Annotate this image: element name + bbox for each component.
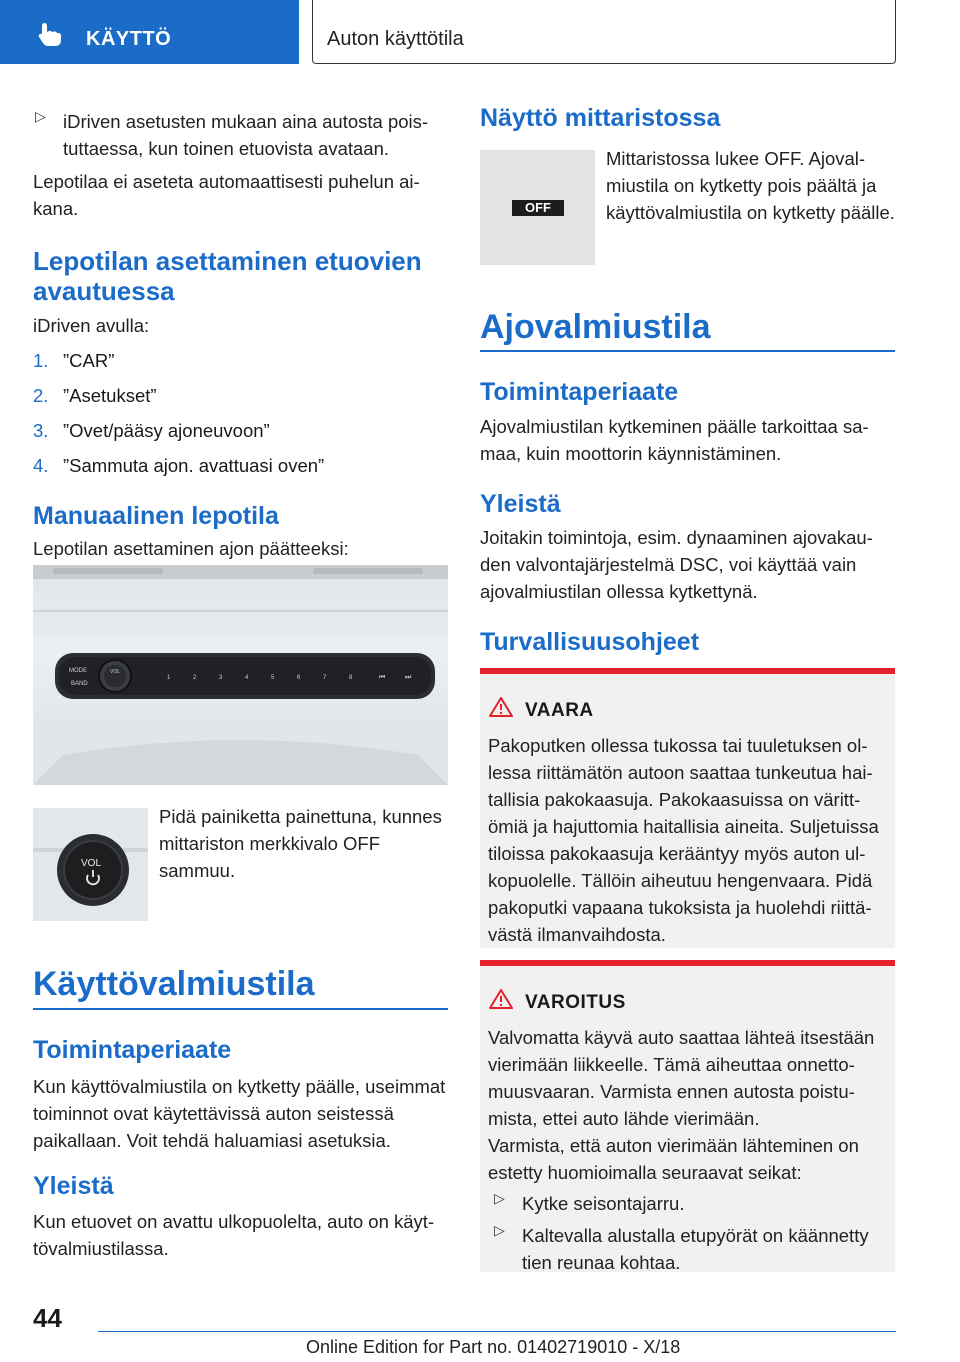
- heading-turvallisuusohjeet: Turvallisuusohjeet: [480, 628, 700, 656]
- preset-key-3: 3: [219, 675, 223, 681]
- paragraph: Pidä painiketta painettuna, kunnes mittariston merkkivalo OFF sammuu.: [159, 806, 442, 881]
- radio-panel-illustration: [33, 565, 448, 785]
- chapter-tab[interactable]: [0, 0, 299, 64]
- preset-key-1: 1: [167, 675, 171, 681]
- warning-heading: VAROITUS: [525, 992, 626, 1013]
- heading-kayttovalmiustila: Käyttövalmiustila: [33, 965, 315, 1003]
- list-item: [492, 1222, 884, 1276]
- heading-manual: Manuaalinen lepotila: [33, 502, 279, 530]
- cluster-off-image: [480, 150, 595, 265]
- radio-panel-image: [33, 565, 448, 785]
- footer-rule: [98, 1331, 896, 1332]
- preset-key-6: 6: [297, 675, 301, 681]
- list-item: [33, 108, 448, 162]
- skip-forward-icon: ⏭: [405, 674, 412, 681]
- band-label: BAND: [71, 681, 88, 687]
- paragraph: Lepotilan asettaminen ajon päätteeksi:: [33, 538, 349, 559]
- heading-ajovalmiustila: Ajovalmiustila: [480, 308, 711, 346]
- mode-label: MODE: [69, 668, 87, 674]
- list-item: 2. ”Asetukset”: [33, 385, 157, 406]
- heading-rule: [33, 1008, 448, 1010]
- warning-heading: VAARA: [525, 700, 594, 721]
- left-column: [33, 100, 448, 562]
- triangle-bullet-icon: ▷: [494, 1222, 505, 1238]
- heading-yleista: Yleistä: [33, 1172, 114, 1200]
- bullet-text: Kaltevalla alustalla etupyörät on käännetty tien reunaa kohtaa.: [522, 1225, 869, 1273]
- edition-text: Online Edition for Part no. 01402719010 - X/18: [306, 1337, 681, 1357]
- heading-lepotila: Lepotilan asettaminen etuovien avautuessa: [33, 246, 422, 306]
- warning-text: Valvomatta käyvä auto saattaa lähteä itsestään vierimään liikkeelle. Tämä aiheuttaa onnettomuusvaaran. Varmista ennen autosta poistumista, ettei auto lähde vierimään.: [488, 1027, 875, 1129]
- list-item: 4. ”Sammuta ajon. avattuasi oven”: [33, 455, 325, 476]
- paragraph: Kun käyttövalmiustila on kytketty päälle, useimmat toiminnot ovat käytettävissä auton seistessä paikallaan. Voit tehdä haluamiasi asetuksia.: [33, 1076, 446, 1151]
- chapter-tab-label: KÄYTTÖ: [86, 28, 172, 50]
- hand-pointer-icon: [36, 20, 64, 48]
- paragraph: Mittaristossa lukee OFF. Ajovalmiustila on kytketty pois päältä ja käyttövalmiustila on kytketty päälle.: [606, 148, 895, 223]
- preset-key-7: 7: [323, 675, 327, 681]
- off-indicator: OFF: [512, 200, 564, 216]
- paragraph: Joitakin toimintoja, esim. dynaaminen ajovakauden valvontajärjestelmä DSC, voi käyttää vain ajovalmiustilan ollessa kytkettynä.: [480, 527, 873, 602]
- heading-naytto: Näyttö mittaristossa: [480, 104, 721, 132]
- warning-box-danger: [480, 668, 895, 948]
- heading-toimintaperiaate: Toimintaperiaate: [480, 378, 679, 406]
- section-header: [312, 0, 896, 64]
- paragraph: Lepotilaa ei aseteta automaattisesti puhelun aikana.: [33, 171, 420, 219]
- triangle-bullet-icon: ▷: [35, 108, 46, 124]
- warning-text: Varmista, että auton vierimään lähteminen on estetty huomioimalla seuraavat seikat:: [488, 1135, 859, 1183]
- warning-triangle-icon: [488, 988, 514, 1010]
- warning-text: Pakoputken ollessa tukossa tai tuuletuksen ollessa riittämätön autoon saattaa tunkeutua haitallisia pakokaasuja. Pakokaasuissa on värittömiä ja hajuttomia haitallisia aineita. Suljetuissa tiloissa pakokaasuja kerääntyy myös auton ulkopuolelle. Tällöin aiheutuu hengenvaara. Pidä pakoputki vapaana tukoksista ja huolehdi riittävästä ilmanvaihdosta.: [488, 735, 879, 945]
- heading-yleista: Yleistä: [480, 490, 561, 518]
- bullet-text: iDriven asetusten mukaan aina autosta poistuttaessa, kun toinen etuovista avataan.: [63, 111, 429, 159]
- paragraph: Ajovalmiustilan kytkeminen päälle tarkoittaa samaa, kuin moottorin käynnistäminen.: [480, 416, 869, 464]
- list-item: 1. ”CAR”: [33, 350, 115, 371]
- warning-box-caution: [480, 960, 895, 1272]
- paragraph: Kun etuovet on avattu ulkopuolelta, auto on käyttövalmiustilassa.: [33, 1211, 435, 1259]
- preset-key-2: 2: [193, 675, 197, 681]
- skip-back-icon: ⏮: [379, 674, 386, 681]
- list-item: 3. ”Ovet/pääsy ajoneuvoon”: [33, 420, 270, 441]
- preset-key-5: 5: [271, 675, 275, 681]
- list-item: [492, 1190, 884, 1217]
- triangle-bullet-icon: ▷: [494, 1190, 505, 1206]
- warning-triangle-icon: [488, 696, 514, 718]
- page-number: 44: [33, 1303, 62, 1333]
- preset-key-4: 4: [245, 675, 249, 681]
- vol-label: VOL: [110, 669, 121, 675]
- bullet-text: Kytke seisontajarru.: [522, 1193, 685, 1214]
- paragraph: iDriven avulla:: [33, 315, 150, 336]
- preset-key-8: 8: [349, 675, 353, 681]
- heading-rule: [480, 350, 895, 352]
- section-title: Auton käyttötila: [327, 28, 464, 50]
- step-list: [33, 347, 448, 479]
- volume-knob-image: [33, 808, 148, 921]
- knob-vol-label: VOL: [81, 858, 102, 869]
- heading-toimintaperiaate: Toimintaperiaate: [33, 1036, 232, 1064]
